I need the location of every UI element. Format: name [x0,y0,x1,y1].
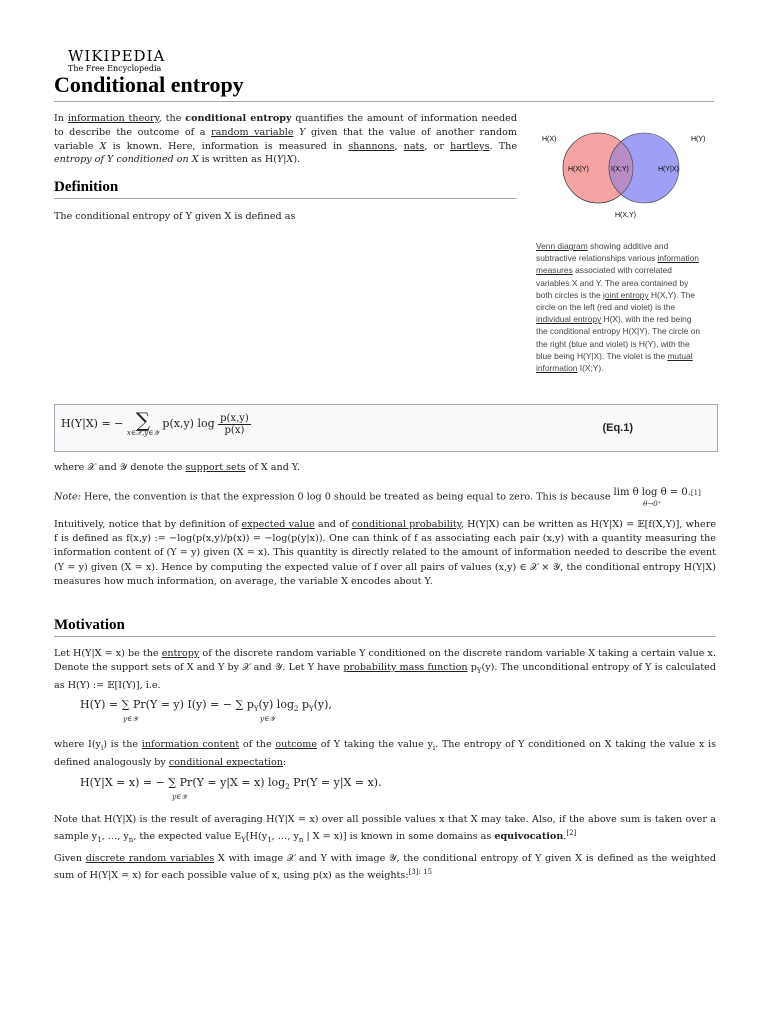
bold-term: conditional entropy [185,113,292,124]
subscript: i [432,743,436,752]
link-joint-entropy[interactable]: joint entropy [603,289,649,300]
motivation-text: (y). The unconditional entropy of Y is calculated as H(Y) := 𝔼[I(Y)], i.e. [54,661,716,691]
link-entropy[interactable]: entropy [161,648,200,659]
eq1-term: p(x,y) log [162,417,215,430]
intuition-text: and of [314,519,352,530]
where-paragraph [54,461,716,475]
motivation-text: , …, y [271,830,299,842]
intuition-text: Intuitively, notice that by definition of [54,519,242,530]
intro-text: given that the value of another random variable [54,126,517,152]
link-nats[interactable]: nats [403,140,425,152]
link-shannons[interactable]: shannons [348,140,395,152]
equation-box-eq1 [54,404,718,452]
venn-label-hy-given-x: H(Y|X) [658,166,679,173]
eq-hy-main: H(Y) = ∑ Pr(Y = y) I(y) = − ∑ p [80,698,254,711]
limit-subscript: θ→0⁺ [643,499,662,508]
link-discrete-random-variables[interactable]: discrete random variables [85,853,215,864]
motivation-text: where I(y [54,739,101,750]
intuition-text: , H(Y|X) can be written as H(Y|X) = 𝔼[f(X,Y)], where f is defined as f(x,y) := −log(p(x,y)/p(x)) = −log(p(y|x)). One can think of f as associating each pair (x,y) with a quantity measuring the information content of (Y = y) given (X = x). This quantity is directly related to the amount of information needed to describe the event (Y = y) given (X = x). Hence by computing the expected value of f over all pairs of values (x,y) ∈ 𝒳 × 𝒴, the conditional entropy H(Y|X) measures how much information, on average, the variable X encodes about Y. [54,519,717,587]
motivation-text: . The entropy of Y conditioned on X taking the value x is defined analogously by [54,739,717,768]
venn-label-mutual-information: I(X;Y) [611,166,629,173]
section-heading-motivation: Motivation [54,617,716,637]
motivation-text: Note that H(Y|X) is the result of averaging H(Y|X = x) over all possible values x that X may take. Also, if the above sum is taken over a sample y [54,814,716,842]
eq-hy-sum-subscript-2: y∈𝒴 [260,715,275,723]
subscript: 1 [97,835,102,844]
equation-hy [80,698,332,723]
motivation-text: of the [239,739,276,750]
wikipedia-logo[interactable] [68,47,165,73]
eq-hy-tail: (y) log [258,698,294,711]
eq-hy-end: p [298,698,310,711]
limit-text: lim θ log θ = 0. [613,487,691,498]
venn-label-hy: H(Y) [691,136,706,143]
link-probability-mass-function[interactable]: probability mass function [343,661,468,673]
subscript: Y [476,666,482,675]
intuition-paragraph [54,518,716,589]
link-expected-value[interactable]: expected value [241,519,315,530]
intro-text: quantifies the amount of information needed to describe the outcome of a [54,113,517,138]
link-hartleys[interactable]: hartleys [450,140,490,152]
link-information-content[interactable]: information content [141,739,240,750]
eq1-denominator: p(x) [224,424,245,436]
link-mutual-information[interactable]: mutual information [536,350,693,374]
intro-text: . The [489,140,517,152]
link-venn-diagram[interactable]: Venn diagram [536,241,588,251]
motivation-text: , the expected value E [133,830,242,842]
motivation-text: | X = x)] is known in some domains as [303,830,495,842]
eq1-fraction [218,413,251,436]
subscript: Y [253,705,259,714]
equation-hyx [80,776,382,801]
subscript: n [128,835,134,844]
subscript: Y [241,835,246,844]
where-tail: of X and Y. [245,462,301,473]
eq-hyx-end: Pr(Y = y|X = x). [289,776,382,789]
motivation-text: [H(y [245,830,268,842]
subscript: 1 [267,835,272,844]
intro-text: is written as [198,154,265,166]
motivation-paragraph-1 [54,647,716,692]
italic-phrase: entropy of Y conditioned on X [54,154,199,166]
venn-caption [536,240,704,374]
intro-text: , the [158,113,186,124]
motivation-paragraph-2 [54,738,716,770]
where-text: where 𝒳 and 𝒴 denote the [54,462,186,473]
venn-label-hxy: H(X,Y) [615,212,636,219]
intro-text: is known. Here, information is measured in [106,140,349,152]
link-conditional-expectation[interactable]: conditional expectation [168,756,283,768]
note-text: Here, the convention is that the expression 0 log 0 should be treated as being equal to zero. This is because [80,491,614,503]
logo-tagline: The Free Encyclopedia [68,64,162,73]
page-title: Conditional entropy [54,72,714,102]
motivation-text: Given [54,853,86,864]
intro-text: , or [424,140,451,152]
motivation-text: , …, y [101,830,129,842]
sum-operator: ∑ x∈𝒳,y∈𝒴 [126,408,159,437]
citation-3[interactable]: [3]: 15 [408,867,432,876]
caption-text: associated with correlated variables X and Y. The area contained by both circles is the [536,265,689,300]
link-random-variable[interactable]: random variable [211,126,294,138]
motivation-text: : [282,756,287,768]
eq-hy-sum-subscript-1: y∈𝒴 [123,715,138,723]
equation-eq1 [61,408,251,437]
motivation-text: X with image 𝒳 and Y with image 𝒴, the conditional entropy of Y given X is defined as the weighted sum of H(Y|X = x) for each possible value of x, using p(x) as the weights: [54,853,716,881]
section-heading-definition: Definition [54,179,517,199]
motivation-paragraph-3: Note that H(Y|X) is the result of averaging H(Y|X = x) over all possible values x that X may take. Also, if the above sum is taken over a sample $y_1$, …, $y_n$, the expected value $E_Y[H(y_1$, …, $y_n$ | X = x)] is known in some domains as equivocation.[2] [54,814,716,844]
link-information-measures[interactable]: information measures [536,253,699,276]
intro-text: In [54,113,68,124]
citation-2[interactable]: [2] [566,828,577,837]
link-support-sets[interactable]: support sets [185,462,246,473]
venn-label-hx: H(X) [542,136,557,143]
eq-hyx-main: H(Y|X = x) = − ∑ Pr(Y = y|X = x) log [80,776,286,789]
motivation-paragraph-4 [54,852,716,883]
motivation-text: p [467,661,477,673]
note-label: Note: [54,491,81,503]
link-information-theory[interactable]: information theory [67,113,159,124]
definition-lead: The conditional entropy of Y given X is defined as [54,211,296,222]
eq-hyx-sum-subscript: y∈𝒴 [172,793,187,801]
intro-text: , [394,140,404,152]
note-paragraph [54,486,716,508]
venn-label-hx-given-y: H(X|Y) [568,166,589,173]
link-conditional-probability[interactable]: conditional probability [351,519,461,530]
subscript: Y [309,705,314,714]
motivation-text: of Y taking the value y [317,739,433,750]
motivation-text: Let H(Y|X = x) be the [54,648,162,659]
caption-text: H(X,Y). The circle on the left (red and violet) is the [536,289,696,313]
eq-hy-close: (y), [313,698,332,711]
motivation-text: ) is the [103,739,142,750]
bold-equivocation: equivocation [494,830,564,842]
eq1-sum-subscript: x∈𝒳,y∈𝒴 [126,429,159,437]
caption-text: I(X;Y). [577,363,604,374]
subscript: 2 [285,783,290,792]
motivation-text: of the discrete random variable Y conditioned on the discrete random variable X taking a certain value x. Denote the support sets of X and Y by 𝒳 and 𝒴. Let Y have [54,648,716,673]
intro-paragraph: In information theory, the conditional entropy quantifies the amount of information needed to describe the outcome of a random variable Y given that the value of another random variable X is known. Here, information is measured in shannons, nats, or hartleys. The entropy of Y conditioned on X is written as H(Y|X). [54,113,517,166]
logo-wordmark: WIKIPEDIA [68,47,166,65]
venn-diagram[interactable] [536,128,708,224]
subscript: 2 [294,705,299,714]
link-individual-entropy[interactable]: individual entropy [536,314,602,325]
caption-text: showing additive and subtractive relationships various [536,241,669,264]
equation-label: (Eq.1) [602,422,633,434]
eq1-numerator: p(x,y) [220,412,249,424]
eq1-lhs: H(Y|X) = − [61,417,124,430]
caption-text: H(X), with the red being the conditional entropy H(X|Y). The circle on the right (blue and violet) is H(Y), with the blue being H(Y|X). The violet is the [536,314,701,361]
subscript: i [100,743,104,752]
citation-1[interactable]: [1] [690,489,701,498]
link-outcome[interactable]: outcome [275,739,318,750]
limit-expression [614,486,691,508]
subscript: n [298,835,304,844]
